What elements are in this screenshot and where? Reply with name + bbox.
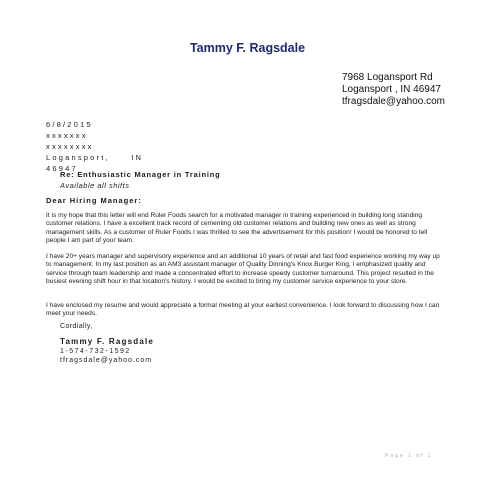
salutation: Dear Hiring Manager: bbox=[46, 196, 142, 205]
sender-email: tfragsdale@yahoo.com bbox=[342, 96, 445, 107]
body-paragraph-1: It is my hope that this letter will end Ruler Foods search for a motivated manager in training experienced in building long standing customer relations. I have a excellent track record of cementing old customer relations and building new ones as well as strong management skills. As a customer of Ruler Foods I was thrilled to see the advertisement for this position! I would be honored to tell people I am part of your team. bbox=[46, 212, 428, 244]
recipient-block bbox=[46, 119, 143, 174]
subject-line: Re: Enthusiastic Manager in Training bbox=[60, 170, 221, 179]
body-paragraph-3: I have enclosed my resume and would appreciate a formal meeting at your earliest convenience. I look forward to discussing how I can meet your needs. bbox=[46, 302, 440, 318]
page-number: Page 1 of 1 bbox=[385, 453, 433, 459]
body-paragraph-2: I have 20+ years manager and supervisory experience and an additional 10 years of retail and fast food experience working my way up to management. In my last position as an AM3 assistant manager of Quality Dinning's Knox Burger King, I emphasized quality and service through team leadership and made a concentrated effort to increase speedy customer turnaround. This project resulted in the busiest evening shift hour in that location's history. I would be excited to bring my customer service experience to your store. bbox=[46, 253, 440, 285]
availability-note: Available all shifts bbox=[60, 181, 130, 190]
sender-address-block bbox=[342, 72, 445, 108]
sender-street: 7968 Logansport Rd bbox=[342, 72, 433, 83]
letterhead-name: Tammy F. Ragsdale bbox=[189, 41, 306, 55]
closing: Cordially, bbox=[60, 323, 93, 330]
signature-name: Tammy F. Ragsdale bbox=[60, 337, 155, 346]
recipient-zip: 46947 bbox=[46, 164, 78, 173]
sender-city-state-zip: Logansport , IN 46947 bbox=[342, 84, 441, 95]
recipient-line-1: xxxxxxx bbox=[46, 131, 88, 140]
signature-email: tfragsdale@yahoo.com bbox=[60, 357, 153, 364]
recipient-city-state: Logansport, IN bbox=[46, 153, 144, 162]
letter-date: 6/8/2015 bbox=[46, 120, 93, 129]
signature-phone: 1-574-732-1592 bbox=[60, 348, 131, 355]
recipient-line-2: xxxxxxxx bbox=[46, 142, 94, 151]
